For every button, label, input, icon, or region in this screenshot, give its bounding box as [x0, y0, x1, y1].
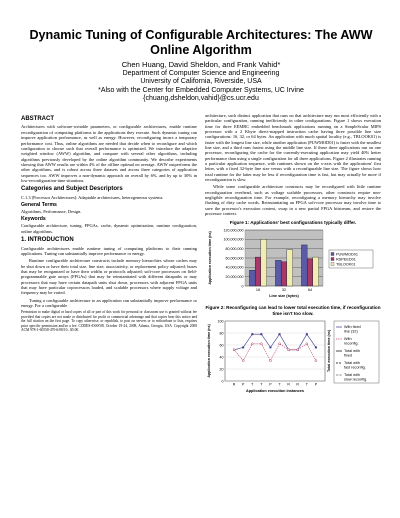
legend-label-cont: reconfig.	[344, 341, 359, 346]
affiliation-2: University of California, Riverside, USA	[140, 78, 262, 86]
legend-label: With fixed	[344, 325, 361, 330]
legend-label-cont: fast reconfig.	[344, 365, 366, 370]
copyright-notice: Permission to make digital or hard copies of all or part of this work for personal or classroom use is granted without fee provided that copies are not made or distributed for profit or commercial advantage and that copies bear this notice and the full citation on the first page. To copy otherwise, or republish, to post on servers or to redistribute to lists, requires prior specific permission and/or a fee. CODES+ISSS'08, October 19-24, 2008, Atlanta, Georgia, USA. Copyright 2008 ACM 978-1-60558-470-6/08/10...$5.00.	[21, 310, 197, 333]
legend-label: Total with	[344, 361, 360, 366]
right-paragraph-1: architecture, such distinct application that runs on that architecture may run most efficiently with a particular configuration, running inefficiently in other configurations. Figure 1 shows execution time for three EEMBC embedded benchmark applications running on a SimpleScalar MIPS processor with a 2 Kbyte direct-mapped instruction cache having three possible line size configurations: 16, 32, or 64 bytes. An application with much spatial locality (e.g., TBLOOK01) is faster with the longest line size, while another application (PUWMOD01) is faster with the smallest line size, and a third runs fastest using the middle line size. If these three applications run on one processor, reconfiguring the cache for the currently-executing application may yield 40% better performance than using a single configuration for all three applications. Figure 2 illustrates running a particular application sequence, with runtimes shown on the x-axis with the applications' first letter, with a fixed 32-byte line size versus with a reconfigurable line size. The figure shows how total runtime for the latter may be less if reconfiguration time is fast, but may actually be more if reconfiguration is slow.	[205, 112, 381, 183]
y-tick-label: 0	[221, 379, 224, 384]
data-point	[242, 360, 244, 362]
author-block	[21, 61, 381, 104]
bar-rspeed01	[255, 257, 261, 286]
y-tick-label: 20,000,000	[225, 274, 244, 279]
body-columns	[21, 113, 381, 399]
data-point	[251, 343, 253, 345]
left-column	[21, 113, 197, 399]
paper-title	[21, 28, 381, 58]
bar-puwmod01	[249, 270, 255, 286]
terms-text: Algorithms, Performance, Design.	[21, 209, 82, 215]
legend-label: Total with	[344, 373, 360, 378]
bar-tblook01	[313, 257, 319, 286]
x-tick-label: P	[269, 382, 272, 387]
legend-label-cont: fixed	[344, 353, 353, 358]
data-point	[288, 349, 290, 351]
categories-text: C.1.3 [Processor Architectures]: Adaptable architectures, heterogeneous systems.	[21, 194, 164, 200]
x-tick-label: T	[305, 382, 308, 387]
legend-swatch	[331, 262, 334, 265]
data-point	[279, 343, 281, 345]
legend-swatch	[331, 257, 334, 260]
title-line-1: Dynamic Tuning of Configurable Architectures: The AWW	[29, 28, 373, 42]
x-axis-label: Line size (bytes)	[269, 293, 299, 298]
data-point	[251, 333, 253, 335]
data-point	[260, 333, 262, 335]
legend-label: Total with	[344, 349, 360, 354]
figure-1-caption: Figure 1: Applications' best configurations typically differ.	[229, 219, 357, 225]
right-paragraph-2: While some configurable architecture constructs may be reconfigured with little runtime reconfiguration overhead, such as voltage scalable processors, other constructs require non-negligible reconfiguration time. For example, reconfiguring a memory hierarchy may involve flushing of dirty cache words. Reinstantiating an FPGA soft-core processor may involve time to save the processor's execution context, swap in a new partial FPGA bitstream, and restore the processor context.	[205, 184, 381, 217]
data-point	[269, 346, 271, 348]
data-point	[306, 343, 308, 345]
figure-2-caption: Figure 2: Reconfiguring can lead to lower total execution time, if reconfiguration time isn't too slow.	[205, 305, 381, 316]
y-axis-label: Application execution time (ns)	[208, 231, 212, 285]
data-point	[297, 349, 299, 351]
legend-label-cont: slow reconfig.	[344, 377, 368, 382]
intro-heading: 1. INTRODUCTION	[21, 237, 74, 244]
terms-heading: General Terms	[21, 202, 57, 209]
data-point	[269, 360, 271, 362]
x-tick-label: T	[251, 382, 254, 387]
bar-rspeed01	[281, 262, 287, 286]
plot-area	[225, 321, 325, 381]
legend-label: PUWMOD01	[336, 252, 358, 257]
data-point	[315, 360, 317, 362]
intro-paragraph-2: Runtime configurable architecture constructs include memory hierarchies whose caches may be shut down or have their total size, line size, associativity, or replacement policy adjusted; buses that may be reorganized or have their widths or protocols adjusted; soft-core processors on field-programmable gate arrays (FPGAs) that may be reinstantiated with different datapaths or may processors that may have certain datapath units shut down, processors with adjacent FPGA units that may have particular coprocessors loaded, and scalable processors where supply voltage and frequency may be varied.	[21, 258, 197, 296]
legend-swatch	[331, 252, 334, 255]
x-tick-label: T	[278, 382, 281, 387]
x-tick-label: P	[241, 382, 245, 387]
bar-rspeed01	[307, 259, 313, 286]
y-axis-label: Application execution time (ns)	[207, 324, 211, 378]
x-axis-label: Application execution instances	[245, 389, 305, 394]
bar-puwmod01	[275, 260, 281, 286]
bar-tblook01	[287, 250, 293, 286]
data-point	[233, 349, 235, 351]
figure-2-line-chart	[205, 318, 381, 398]
keywords-text: Configurable architecture, tuning, FPGAs, cache, dynamic optimization, runtime configuration, online algorithms.	[21, 223, 197, 234]
y2-axis-label: Total execution time (ns)	[327, 330, 331, 373]
abstract-heading: ABSTRACT	[21, 115, 54, 122]
x-tick-label: T	[260, 382, 263, 387]
intro-paragraph-1: Configurable architectures enable runtime tuning of computing platforms to their running applications. Tuning can substantially improve performance or energy.	[21, 245, 197, 256]
categories-heading: Categories and Subject Descriptors	[21, 186, 123, 193]
data-point	[315, 346, 317, 348]
affiliation-1: Department of Computer Science and Engineering	[122, 69, 280, 77]
title-line-2: Online Algorithm	[150, 43, 252, 57]
y-tick-label: 80	[219, 331, 224, 336]
x-tick-label: R	[232, 382, 236, 387]
right-column	[205, 113, 381, 399]
author-email: {chuang,dsheldon,vahid}@cs.ucr.edu	[143, 95, 259, 103]
abstract-text: Architectures with software-writable parameters, or configurable architectures, enable runtime reconfiguration of computing platforms to the applications they execute. Such dynamic tuning can improve application performance, as well as energy. However, reconfiguring incurs a temporary performance cost. Thus, online algorithms are needed that decide when to reconfigure and which configuration to choose such that overall performance is optimized. We introduce the adaptive weighted window (AWW) algorithm, and compare with several other algorithms, including algorithms previously developed by the online algorithm community. We describe experiments showing that AWW results are within 4% of the offline optimal on average. AWW outperforms the other algorithms, and is robust across three datasets and across three categories of application sequences too. AWW improves a non-dynamic approach on overall by 6%, and by up to 30% in low-reconfiguration-time situations.	[21, 124, 197, 183]
y-tick-label: 60	[219, 343, 224, 348]
y-tick-label: 20	[219, 367, 224, 372]
affiliation-3: *Also with the Center for Embedded Computer Systems, UC Irvine	[98, 86, 304, 94]
intro-paragraph-3: Tuning a configurable architecture to an application can substantially improve performance or energy. For a configurable	[21, 297, 197, 309]
y-tick-label: 40	[219, 355, 224, 360]
y-tick-label: 60,000,000	[225, 256, 244, 261]
author-names: Chen Huang, David Sheldon, and Frank Vahid*	[121, 60, 281, 69]
data-point	[260, 343, 262, 345]
y-tick-label: 40,000,000	[225, 265, 244, 270]
y-tick-label: 80,000,000	[225, 246, 244, 251]
y-tick-label: 100,000,000	[223, 237, 244, 242]
legend-label: With	[344, 337, 352, 342]
x-tick-label: R	[287, 382, 290, 387]
y-tick-label: 120,000,000	[223, 228, 244, 233]
x-tick-label: R	[296, 382, 300, 387]
legend-label-cont: line (32)	[344, 329, 358, 334]
bar-tblook01	[261, 239, 267, 286]
y-tick-label: 0	[241, 284, 244, 289]
y-tick-label: 100	[217, 319, 224, 324]
legend-label: RSPEED01	[336, 257, 356, 262]
figure-1-bar-chart	[205, 227, 381, 301]
x-tick-label: 64	[307, 287, 313, 292]
x-tick-label: 32	[281, 287, 287, 292]
x-tick-label: P	[314, 382, 318, 387]
keywords-heading: Keywords	[21, 216, 46, 223]
data-point	[306, 333, 308, 335]
bar-puwmod01	[301, 245, 307, 286]
data-point	[279, 333, 281, 335]
data-point	[242, 346, 244, 348]
x-tick-label: 16	[255, 287, 261, 292]
legend-label: TBLOOK01	[336, 262, 356, 267]
